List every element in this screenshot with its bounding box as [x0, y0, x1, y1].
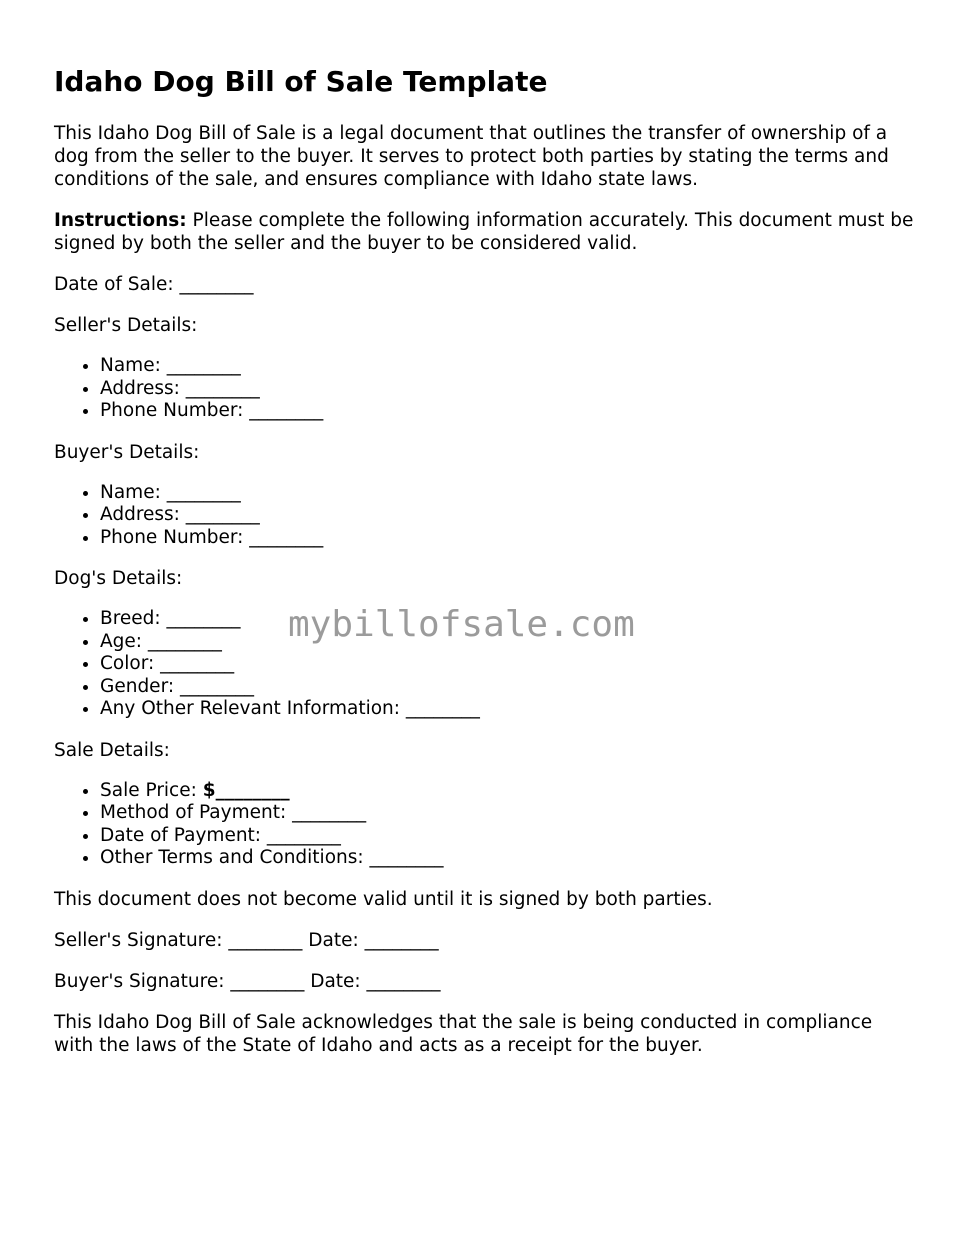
- instructions-text: Please complete the following information accurately. This document must be signed by both the seller and the buyer to be considered valid.: [54, 210, 914, 254]
- buyer-details-heading: Buyer's Details:: [54, 441, 200, 463]
- instructions-paragraph: [54, 209, 914, 255]
- buyer-address-field: • Address: ________: [100, 504, 914, 527]
- dog-age-field: • Age: ________: [100, 631, 914, 654]
- dog-color-field: • Color: ________: [100, 653, 914, 676]
- sale-price-label: Sale Price:: [100, 779, 203, 801]
- seller-details-list: [54, 355, 914, 423]
- seller-phone-field: • Phone Number: ________: [100, 400, 914, 423]
- sale-details-list: [54, 780, 914, 870]
- payment-date-field: • Date of Payment: ________: [100, 825, 914, 848]
- dog-breed-field: • Breed: ________: [100, 608, 914, 631]
- instructions-label: Instructions:: [54, 210, 187, 231]
- dog-gender-field: • Gender: ________: [100, 676, 914, 699]
- seller-signature-line: Seller's Signature: ________ Date: ________: [54, 929, 439, 951]
- seller-name-field: • Name: ________: [100, 355, 914, 378]
- sale-price-blank: $________: [202, 779, 290, 801]
- buyer-details-list: [54, 482, 914, 550]
- dog-details-heading: Dog's Details:: [54, 568, 183, 589]
- buyer-name-field: • Name: ________: [100, 482, 914, 505]
- sale-price-field: [100, 780, 914, 803]
- payment-method-field: • Method of Payment: ________: [100, 802, 914, 825]
- dog-other-info-field: • Any Other Relevant Information: ________: [100, 698, 914, 721]
- validity-note: This document does not become valid until it is signed by both parties.: [54, 888, 713, 910]
- buyer-phone-field: • Phone Number: ________: [100, 527, 914, 550]
- other-terms-field: • Other Terms and Conditions: ________: [100, 847, 914, 870]
- seller-details-heading: Seller's Details:: [54, 315, 198, 336]
- watermark-text: mybillofsale.com: [288, 604, 635, 645]
- page-title: Idaho Dog Bill of Sale Template: [54, 65, 548, 98]
- sale-details-heading: Sale Details:: [54, 739, 170, 761]
- buyer-signature-line: Buyer's Signature: ________ Date: ________: [54, 970, 441, 992]
- seller-address-field: • Address: ________: [100, 378, 914, 401]
- document-page: [54, 62, 914, 1075]
- closing-paragraph: This Idaho Dog Bill of Sale acknowledges that the sale is being conducted in compliance with the laws of the State of Idaho and acts as a receipt for the buyer.: [54, 1011, 873, 1056]
- intro-paragraph: This Idaho Dog Bill of Sale is a legal document that outlines the transfer of ownership of a dog from the seller to the buyer. It serves to protect both parties by stating the terms and conditions of the sale, and ensures compliance with Idaho state laws.: [54, 123, 889, 190]
- date-of-sale-field: Date of Sale: ________: [54, 274, 254, 295]
